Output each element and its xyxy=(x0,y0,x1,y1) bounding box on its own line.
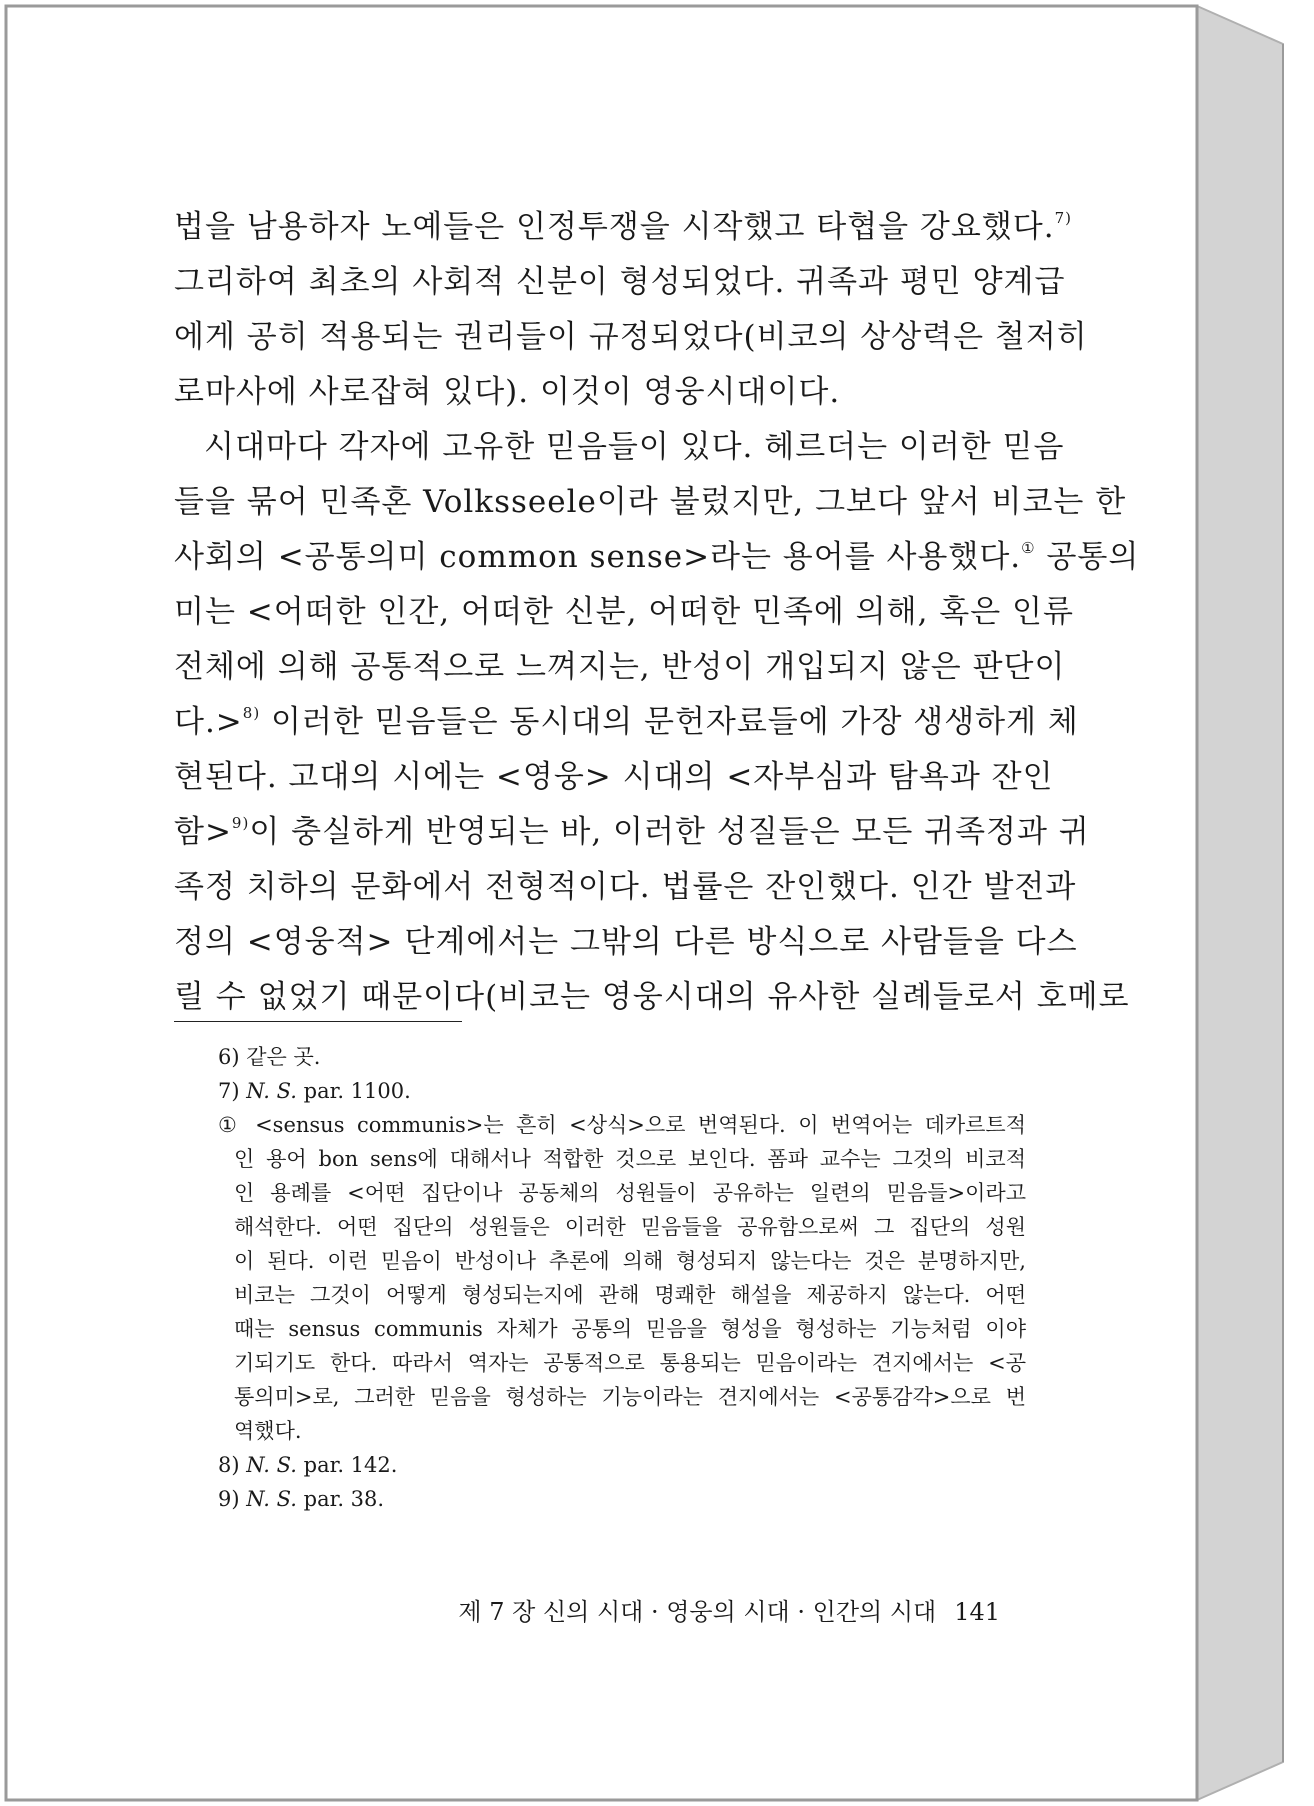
body-line: 정의 <영웅적> 단계에서는 그밖의 다른 방식으로 사람들을 다스 xyxy=(174,924,1078,960)
body-line: 시대마다 각자에 고유한 믿음들이 있다. 헤르더는 이러한 믿음 xyxy=(204,429,1065,465)
translator-note-line: 인 용례를 <어떤 집단이나 공동체의 성원들이 공유하는 일련의 믿음들>이라고 xyxy=(234,1181,1026,1205)
body-line: 다.>$^{8)}$ 이러한 믿음들은 동시대의 문헌자료들에 가장 생생하게 체 xyxy=(174,704,1079,740)
translator-note-line: 역했다. xyxy=(234,1419,302,1443)
body-line: 릴 수 없었기 때문이다(비코는 영웅시대의 유사한 실례들로서 호메로 xyxy=(174,979,1130,1015)
translator-note-line: 기되기도 한다. 따라서 역자는 공통적으로 통용되는 믿음이라는 견지에서는 <공 xyxy=(234,1351,1026,1375)
body-text xyxy=(174,200,1140,1025)
translator-note-line: 해석한다. 어떤 집단의 성원들은 이러한 믿음들을 공유함으로써 그 집단의 성원 xyxy=(234,1215,1026,1239)
footnote-7: 7) N. S. par. 1100. xyxy=(218,1079,411,1103)
translator-note-line: 비코는 그것이 어떻게 형성되는지에 관해 명쾌한 해설을 제공하지 않는다. 어떤 xyxy=(234,1283,1026,1307)
footnote-9: 9) N. S. par. 38. xyxy=(218,1487,385,1511)
footnote-ref: ① xyxy=(1021,539,1036,557)
running-title: 제 7 장 신의 시대 · 영웅의 시대 · 인간의 시대 xyxy=(458,1598,937,1626)
body-line: 족정 치하의 문화에서 전형적이다. 법률은 잔인했다. 인간 발전과 xyxy=(174,869,1077,905)
footnote-ref: 7) xyxy=(1054,209,1072,227)
body-line: 들을 묶어 민족혼 Volksseele이라 불렀지만, 그보다 앞서 비코는 한 xyxy=(174,484,1127,520)
translator-note-line: 때는 sensus communis 자체가 공통의 믿음을 형성을 형성하는 기능처럼 이야 xyxy=(234,1317,1026,1341)
body-line: 현된다. 고대의 시에는 <영웅> 시대의 <자부심과 탐욕과 잔인 xyxy=(174,759,1054,795)
body-line: 에게 공히 적용되는 권리들이 규정되었다(비코의 상상력은 철저히 xyxy=(174,319,1088,355)
body-line: 그리하여 최초의 사회적 신분이 형성되었다. 귀족과 평민 양계급 xyxy=(174,264,1066,300)
footnote-6: 6) 같은 곳. xyxy=(218,1045,321,1069)
translator-note-line: 통의미>로, 그러한 믿음을 형성하는 기능이라는 견지에서는 <공통감각>으로 번 xyxy=(234,1385,1026,1409)
body-line: 로마사에 사로잡혀 있다). 이것이 영웅시대이다. xyxy=(174,374,841,410)
translator-note-line: ① <sensus communis>는 흔히 <상식>으로 번역된다. 이 번역어는 데카르트적 xyxy=(218,1113,1026,1137)
body-line: 함>$^{9)}$이 충실하게 반영되는 바, 이러한 성질들은 모든 귀족정과 귀 xyxy=(174,814,1090,850)
running-footer xyxy=(440,1592,1000,1632)
body-line: 법을 남용하자 노예들은 인정투쟁을 시작했고 타협을 강요했다.$^{7)}$ xyxy=(174,209,1072,245)
footnotes xyxy=(218,1040,1026,1516)
footnote-8: 8) N. S. par. 142. xyxy=(218,1453,398,1477)
translator-note-line: 이 된다. 이런 믿음이 반성이나 추론에 의해 형성되지 않는다는 것은 분명하지만, xyxy=(234,1249,1026,1273)
body-line: 사회의 <공통의미 common sense>라는 용어를 사용했다.① 공통의 xyxy=(174,539,1140,575)
body-line: 미는 <어떠한 인간, 어떠한 신분, 어떠한 민족에 의해, 혹은 인류 xyxy=(174,594,1074,630)
page-number: 141 xyxy=(954,1598,1000,1626)
footnote-ref: 8) xyxy=(242,704,261,722)
footnote-ref: 9) xyxy=(231,814,250,832)
body-line: 전체에 의해 공통적으로 느껴지는, 반성이 개입되지 않은 판단이 xyxy=(174,649,1066,685)
footnote-separator xyxy=(174,1021,462,1022)
translator-note-line: 인 용어 bon sens에 대해서나 적합한 것으로 보인다. 폼파 교수는 그것의 비코적 xyxy=(234,1147,1026,1171)
